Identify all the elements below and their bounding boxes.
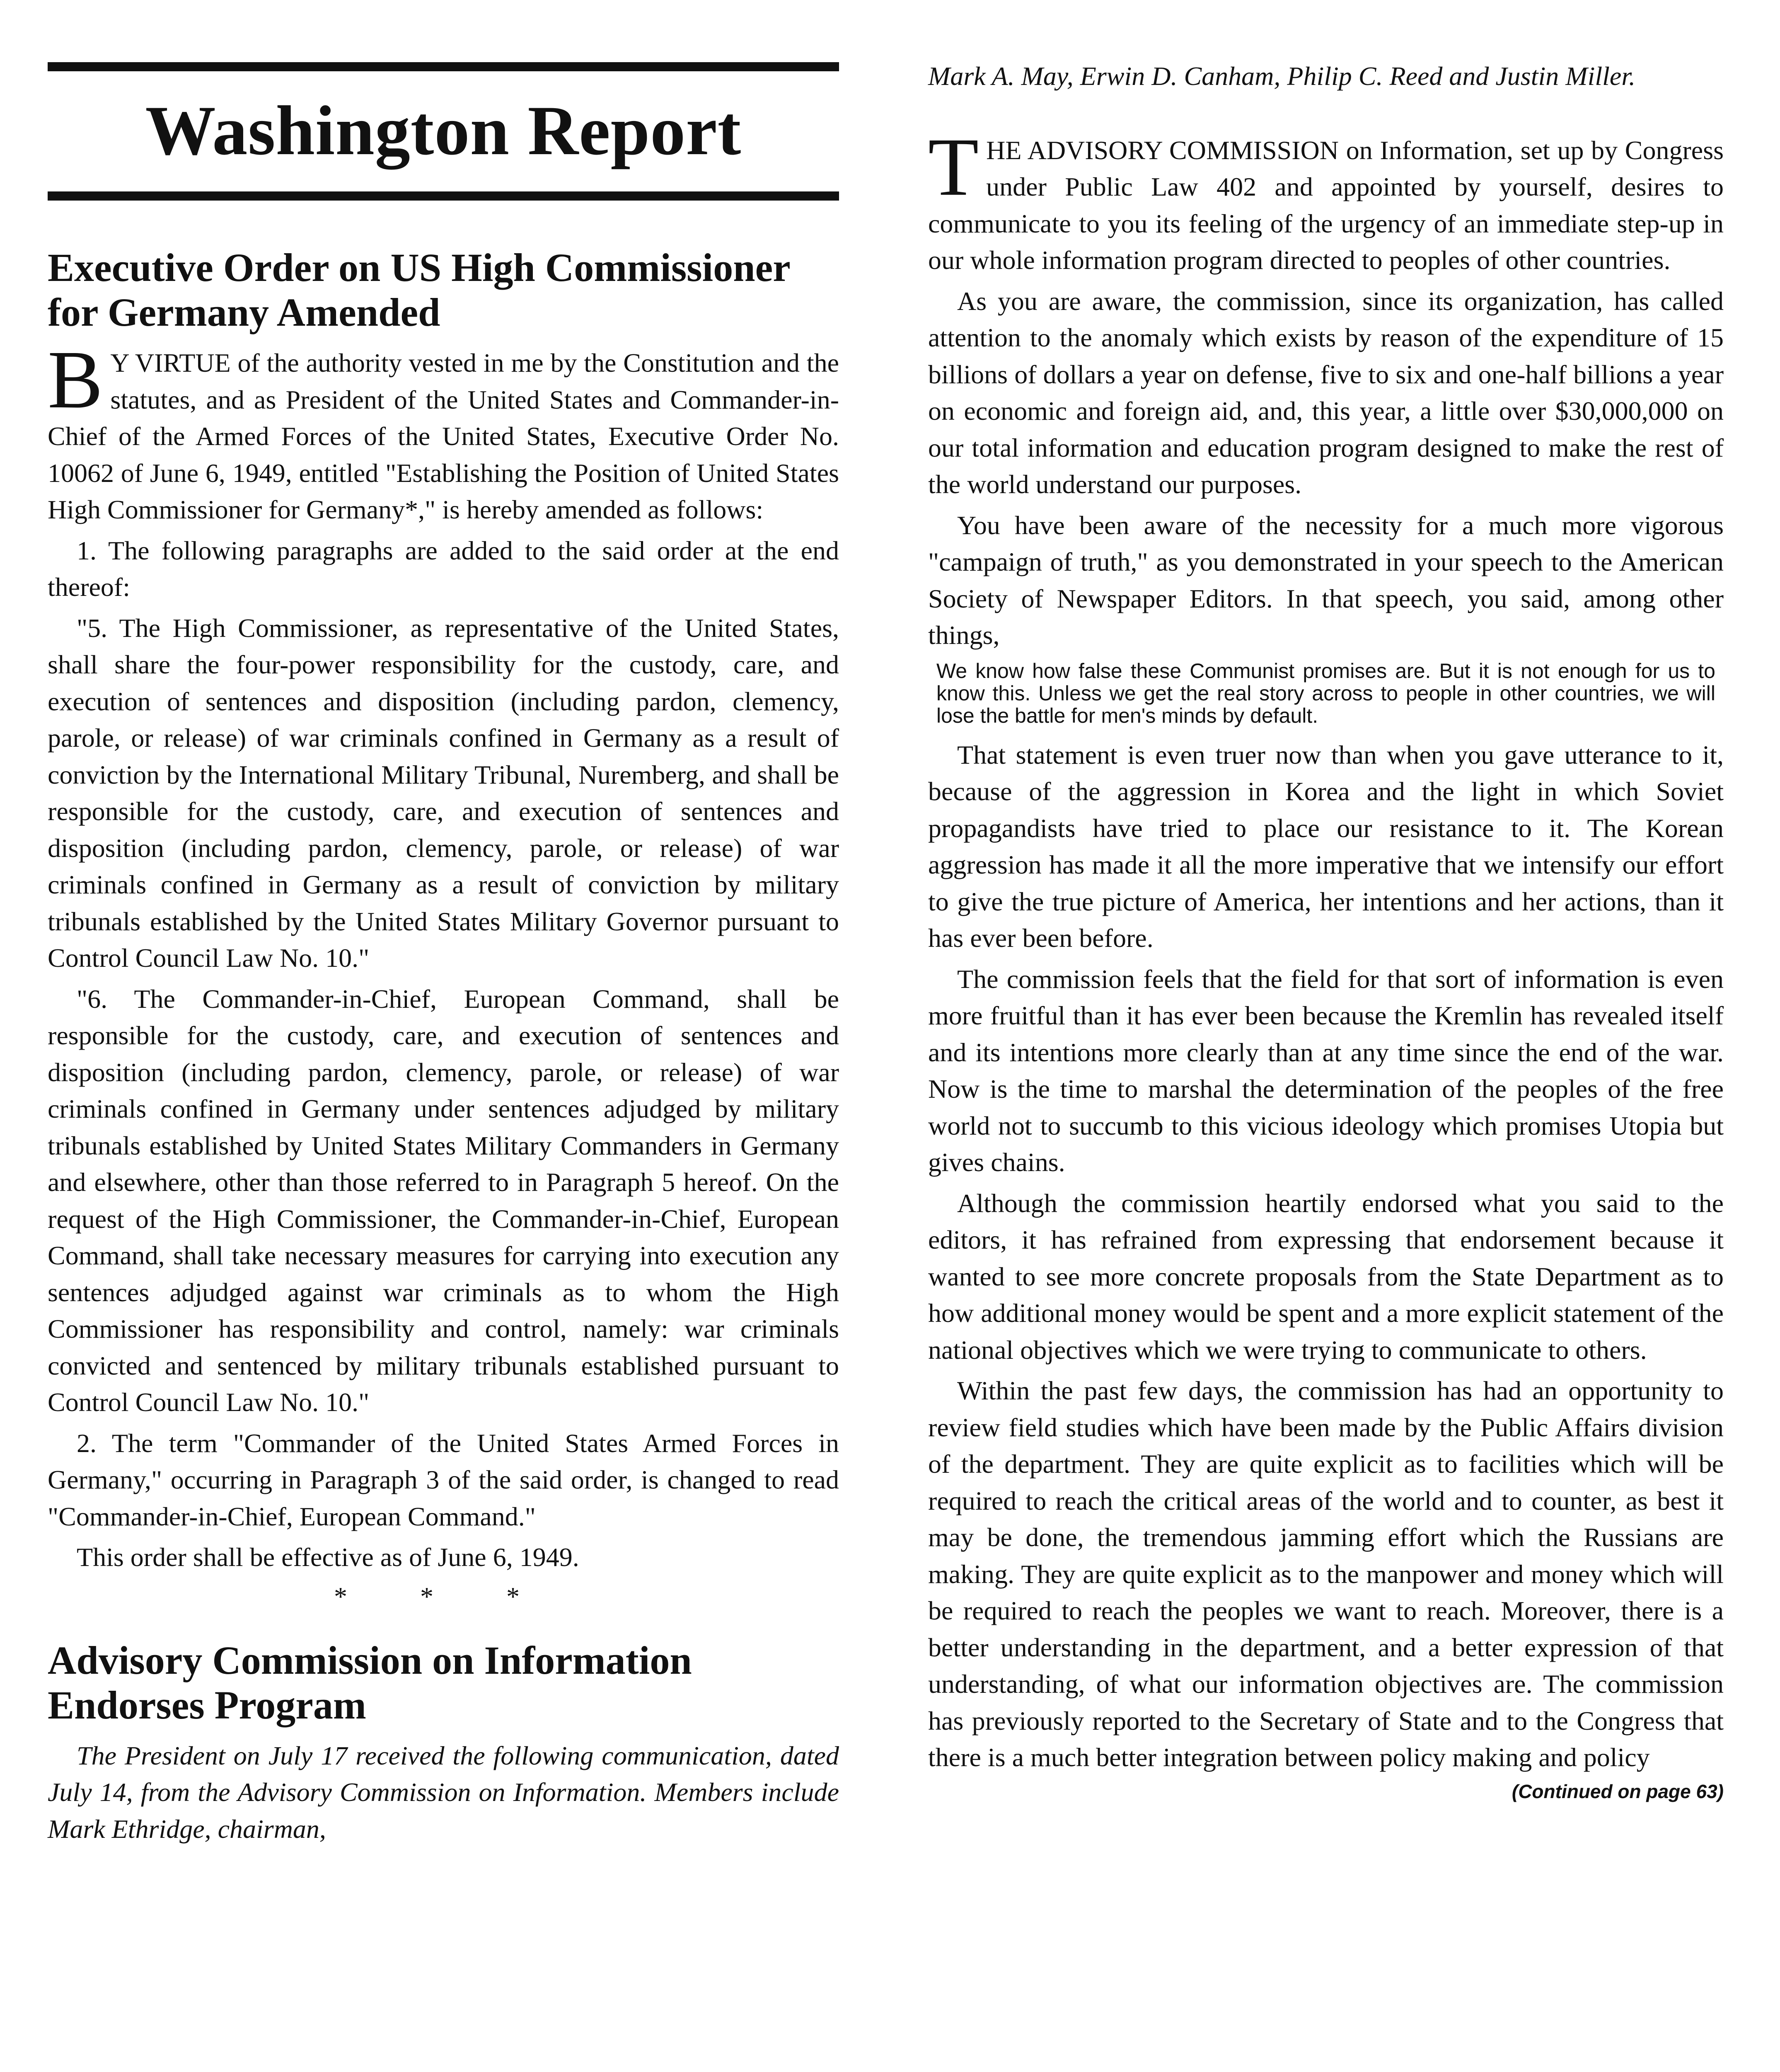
article2-paragraph-4: That statement is even truer now than when you gave utterance to it, because of the aggression in Korea and the light in which Soviet propagandists have tried to place our resistance to it. The Korean aggression has made it all the more imperative that we intensify our effort to give the true picture of America, her intentions and her actions, than it has ever been before. xyxy=(928,740,1724,953)
article1-paragraph-5: 2. The term "Commander of the United States Armed Forces in Germany," occurring in Paragraph 3 of the said order, is changed to read "Commander-in-Chief, European Command." xyxy=(48,1428,839,1531)
article1-paragraph-1 xyxy=(48,334,839,528)
article2-paragraph-5: The commission feels that the field for that sort of information is even more fruitful than it has ever been because the Kremlin has revealed itself and its intentions more clearly than at any time since the end of the war. Now is the time to marshal the determination of the peoples of the free world not to succumb to this vicious ideology which promises Utopia but gives chains. xyxy=(928,964,1724,1177)
masthead-top-rule xyxy=(48,62,839,71)
article2-paragraph-3: You have been aware of the necessity for a much more vigorous "campaign of truth," as you demonstrated in your speech to the American Society of Newspaper Editors. In that speech, you said, among other things, xyxy=(928,510,1724,650)
article2-paragraph-2: As you are aware, the commission, since its organization, has called attention to the anomaly which exists by reason of the expenditure of 15 billions of dollars a year on defense, five to six and one-half billions a year on economic and foreign aid, and, this year, a little over $30,000,000 on our total information and education program designed to make the rest of the world understand our purposes. xyxy=(928,286,1724,499)
article2-headline: Advisory Commission on Information Endorses Program xyxy=(48,1638,692,1727)
article1-paragraph-2: 1. The following paragraphs are added to the said order at the end thereof: xyxy=(48,535,839,602)
article2-intro-continued: Mark A. May, Erwin D. Canham, Philip C. Reed and Justin Miller. xyxy=(928,61,1636,91)
article2-paragraph-1 xyxy=(928,121,1724,279)
article2-paragraph-6: Although the commission heartily endorsed what you said to the editors, it has refrained from expressing that endorsement because it wanted to see more concrete proposals from the State Department as to how additional money would be spent and a more explicit statement of the national objectives which we were trying to communicate to others. xyxy=(928,1188,1724,1365)
article2-paragraph-7: Within the past few days, the commission has had an opportunity to review field studies which have been made by the Public Affairs division of the department. They are quite explicit as to facilities which will be required to reach the critical areas of the world and to counter, as best it may be done, the tremendous jamming effort which the Russians are making. They are quite explicit as to the manpower and money which will be required to reach the peoples we want to reach. Moreover, there is a better understanding in the department, and a better expression of that understanding, of what our information objectives are. The commission has previously reported to the Secretary of State and to the Congress that there is a much better integration between policy making and policy xyxy=(928,1376,1724,1772)
continued-note: (Continued on page 63) xyxy=(1512,1780,1724,1802)
article1-dropcap: B xyxy=(48,334,103,426)
article1-headline: Executive Order on US High Commissioner for Germany Amended xyxy=(48,245,790,334)
article1-paragraph-6: This order shall be effective as of June 6, 1949. xyxy=(77,1542,579,1572)
article1-paragraph-4: "6. The Commander-in-Chief, European Command, shall be responsible for the custody, care, and execution of sentences and disposition (including pardon, clemency, parole, or release) of war criminals confined in Germany under sentences adjudged by military tribunals established by United States Military Commanders in Germany and elsewhere, other than those referred to in Paragraph 5 hereof. On the request of the High Commissioner, the Commander-in-Chief, European Command, shall take necessary measures for carrying into execution any sentences adjudged against war criminals as to whom the High Commissioner has responsibility and control, namely: war criminals convicted and sentenced by military tribunals established pursuant to Control Council Law No. 10." xyxy=(48,984,839,1417)
right-column xyxy=(928,58,1724,1803)
masthead-bottom-rule xyxy=(48,191,839,201)
left-column xyxy=(48,62,839,1852)
article1-paragraph-1-text: Y VIRTUE of the authority vested in me by the Constitution and the statutes, and as President of the United States and Commander-in-Chief of the Armed Forces of the United States, Executive Order No. 10062 of June 6, 1949, entitled "Establishing the Position of United States High Commissioner for Germany*," is hereby amended as follows: xyxy=(48,348,839,524)
section-separator: * * * xyxy=(334,1581,553,1611)
masthead-title: Washington Report xyxy=(145,92,742,169)
article2-dropcap: T xyxy=(928,121,979,213)
article1-paragraph-3: "5. The High Commissioner, as representative of the United States, shall share the four-power responsibility for the custody, care, and execution of sentences and disposition (including pardon, clemency, parole, or release) of war criminals confined in Germany as a result of conviction by the International Military Tribunal, Nuremberg, and shall be responsible for the custody, care, and execution of sentences and disposition (including pardon, clemency, parole, or release) of war criminals confined in Germany as a result of conviction by military tribunals established by the United States Military Governor pursuant to Control Council Law No. 10." xyxy=(48,613,839,973)
article2-paragraph-1-text: HE ADVISORY COMMISSION on Information, set up by Congress under Public Law 402 and appointed by yourself, desires to communicate to you its feeling of the urgency of an immediate step-up in our whole information program directed to peoples of other countries. xyxy=(928,135,1724,275)
speech-quote: We know how false these Communist promises are. But it is not enough for us to know this. Unless we get the real story across to people in other countries, we will lose the battle for men's minds by default. xyxy=(936,659,1715,727)
article2-intro: The President on July 17 received the following communication, dated July 14, from the Advisory Commission on Information. Members include Mark Ethridge, chairman, xyxy=(48,1740,839,1844)
